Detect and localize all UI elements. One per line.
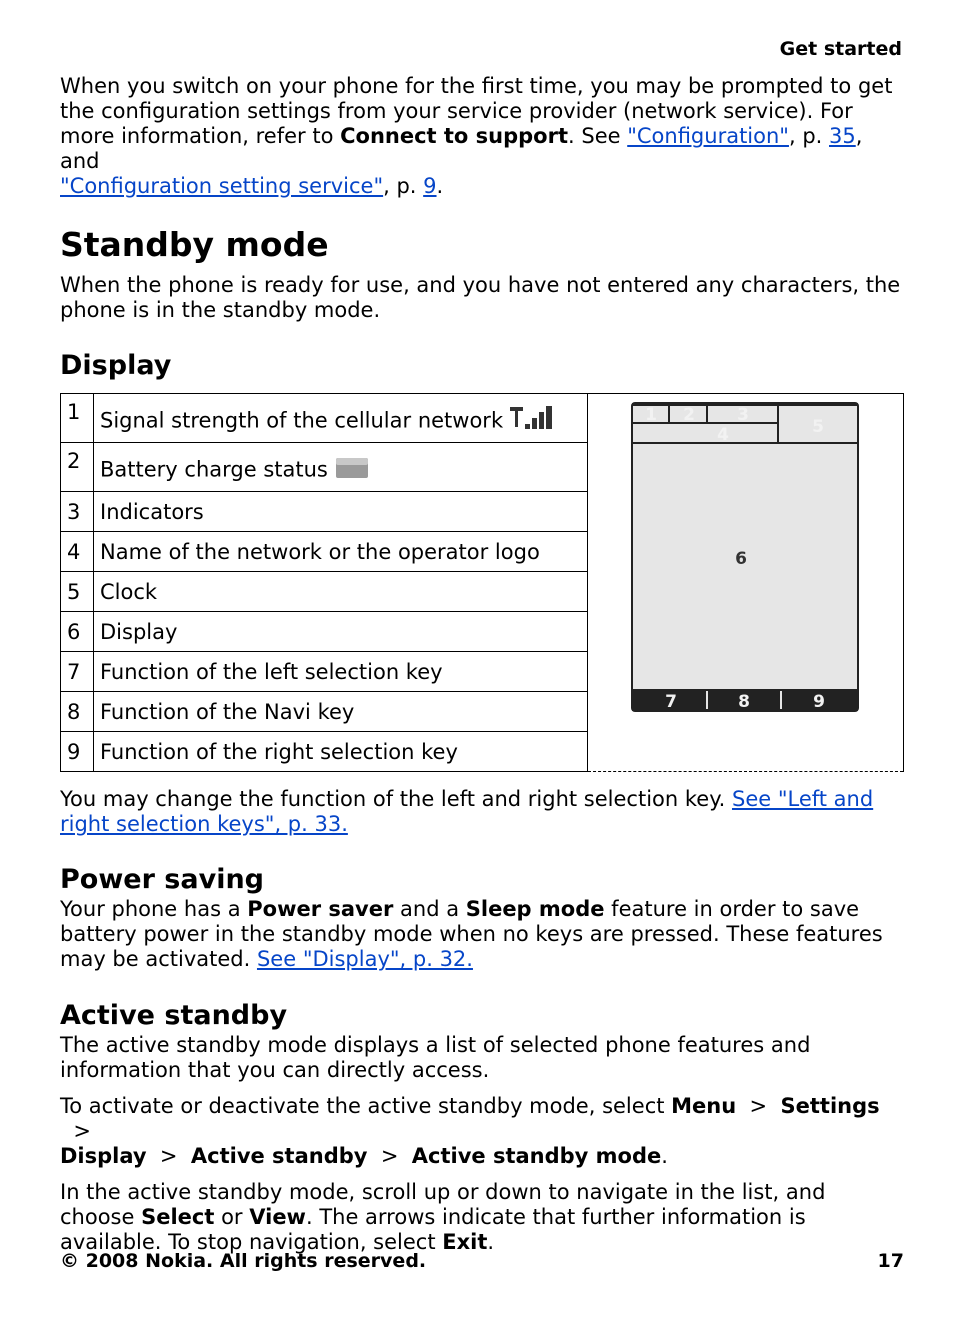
display-heading: Display bbox=[60, 350, 172, 381]
selection-key-paragraph: You may change the function of the left and right selection key. See "Left and right selection keys", p. 33. bbox=[60, 787, 874, 836]
power-saving-heading: Power saving bbox=[60, 864, 265, 895]
row-number: 7 bbox=[61, 652, 94, 692]
screen-label-8: 8 bbox=[738, 692, 750, 712]
connect-to-support-term: Connect to support bbox=[340, 124, 569, 148]
page-number: 17 bbox=[877, 1250, 904, 1272]
row-label: Function of the Navi key bbox=[94, 692, 588, 732]
configuration-setting-service-page-link[interactable]: 9 bbox=[423, 174, 437, 198]
active-standby-heading: Active standby bbox=[60, 1000, 288, 1031]
signal-strength-icon bbox=[509, 405, 555, 438]
standby-screen-illustration bbox=[588, 394, 904, 772]
running-header: Get started bbox=[779, 38, 902, 60]
row-label: Function of the right selection key bbox=[94, 732, 588, 772]
row-label: Indicators bbox=[94, 492, 588, 532]
screen-label-9: 9 bbox=[813, 692, 825, 712]
intro-paragraph: When you switch on your phone for the first time, you may be prompted to get the configuration settings from your service provider (network service). For more information, refer to Connect to support. See "Configuration", p. 35, and "Configuration setting service", p. 9. bbox=[60, 74, 893, 198]
display-settings-link[interactable]: See "Display", p. 32. bbox=[256, 947, 473, 971]
row-label: Signal strength of the cellular network bbox=[94, 394, 588, 443]
active-standby-activation: To activate or deactivate the active standby mode, select Menu > Settings > Display > Active standby > Active standby mode. bbox=[60, 1094, 880, 1168]
row-label: Clock bbox=[94, 572, 588, 612]
screen-label-1: 1 bbox=[645, 405, 657, 425]
configuration-link[interactable]: "Configuration" bbox=[627, 124, 789, 148]
table-row bbox=[61, 394, 904, 443]
row-label: Battery charge status bbox=[94, 443, 588, 492]
active-standby-navigation: In the active standby mode, scroll up or down to navigate in the list, and choose Select or View. The arrows indicate that further information is available. To stop navigation, select Exit. bbox=[60, 1180, 826, 1254]
phone-screen-diagram bbox=[631, 402, 861, 714]
screen-label-7: 7 bbox=[665, 692, 677, 712]
row-number: 6 bbox=[61, 612, 94, 652]
row-label: Display bbox=[94, 612, 588, 652]
row-number: 8 bbox=[61, 692, 94, 732]
active-standby-intro: The active standby mode displays a list of selected phone features and information that you can directly access. bbox=[60, 1033, 811, 1082]
configuration-page-link[interactable]: 35 bbox=[829, 124, 856, 148]
row-number: 9 bbox=[61, 732, 94, 772]
standby-mode-text: When the phone is ready for use, and you have not entered any characters, the phone is in the standby mode. bbox=[60, 273, 901, 322]
page-footer bbox=[60, 1250, 904, 1272]
display-elements-table bbox=[60, 393, 904, 772]
row-number: 5 bbox=[61, 572, 94, 612]
configuration-setting-service-link[interactable]: "Configuration setting service" bbox=[60, 174, 384, 198]
row-number: 3 bbox=[61, 492, 94, 532]
power-saver-term: Power saver bbox=[247, 897, 394, 921]
row-label: Function of the left selection key bbox=[94, 652, 588, 692]
screen-label-5: 5 bbox=[812, 417, 824, 437]
page-content bbox=[60, 74, 904, 1255]
row-number: 1 bbox=[61, 394, 94, 443]
screen-label-4: 4 bbox=[717, 425, 729, 445]
battery-icon bbox=[334, 456, 370, 485]
screen-label-2: 2 bbox=[683, 405, 695, 425]
row-number: 4 bbox=[61, 532, 94, 572]
copyright-notice: © 2008 Nokia. All rights reserved. bbox=[60, 1250, 427, 1272]
sleep-mode-term: Sleep mode bbox=[465, 897, 605, 921]
selection-keys-link[interactable]: See "Left and right selection keys", p. 33. bbox=[60, 787, 874, 836]
standby-mode-heading: Standby mode bbox=[60, 225, 329, 264]
screen-label-3: 3 bbox=[737, 405, 749, 425]
power-saving-paragraph: Your phone has a Power saver and a Sleep mode feature in order to save battery power in the standby mode when no keys are pressed. These features may be activated. See "Display", p. 32. bbox=[60, 897, 883, 971]
screen-label-6: 6 bbox=[735, 549, 747, 569]
row-label: Name of the network or the operator logo bbox=[94, 532, 588, 572]
row-number: 2 bbox=[61, 443, 94, 492]
